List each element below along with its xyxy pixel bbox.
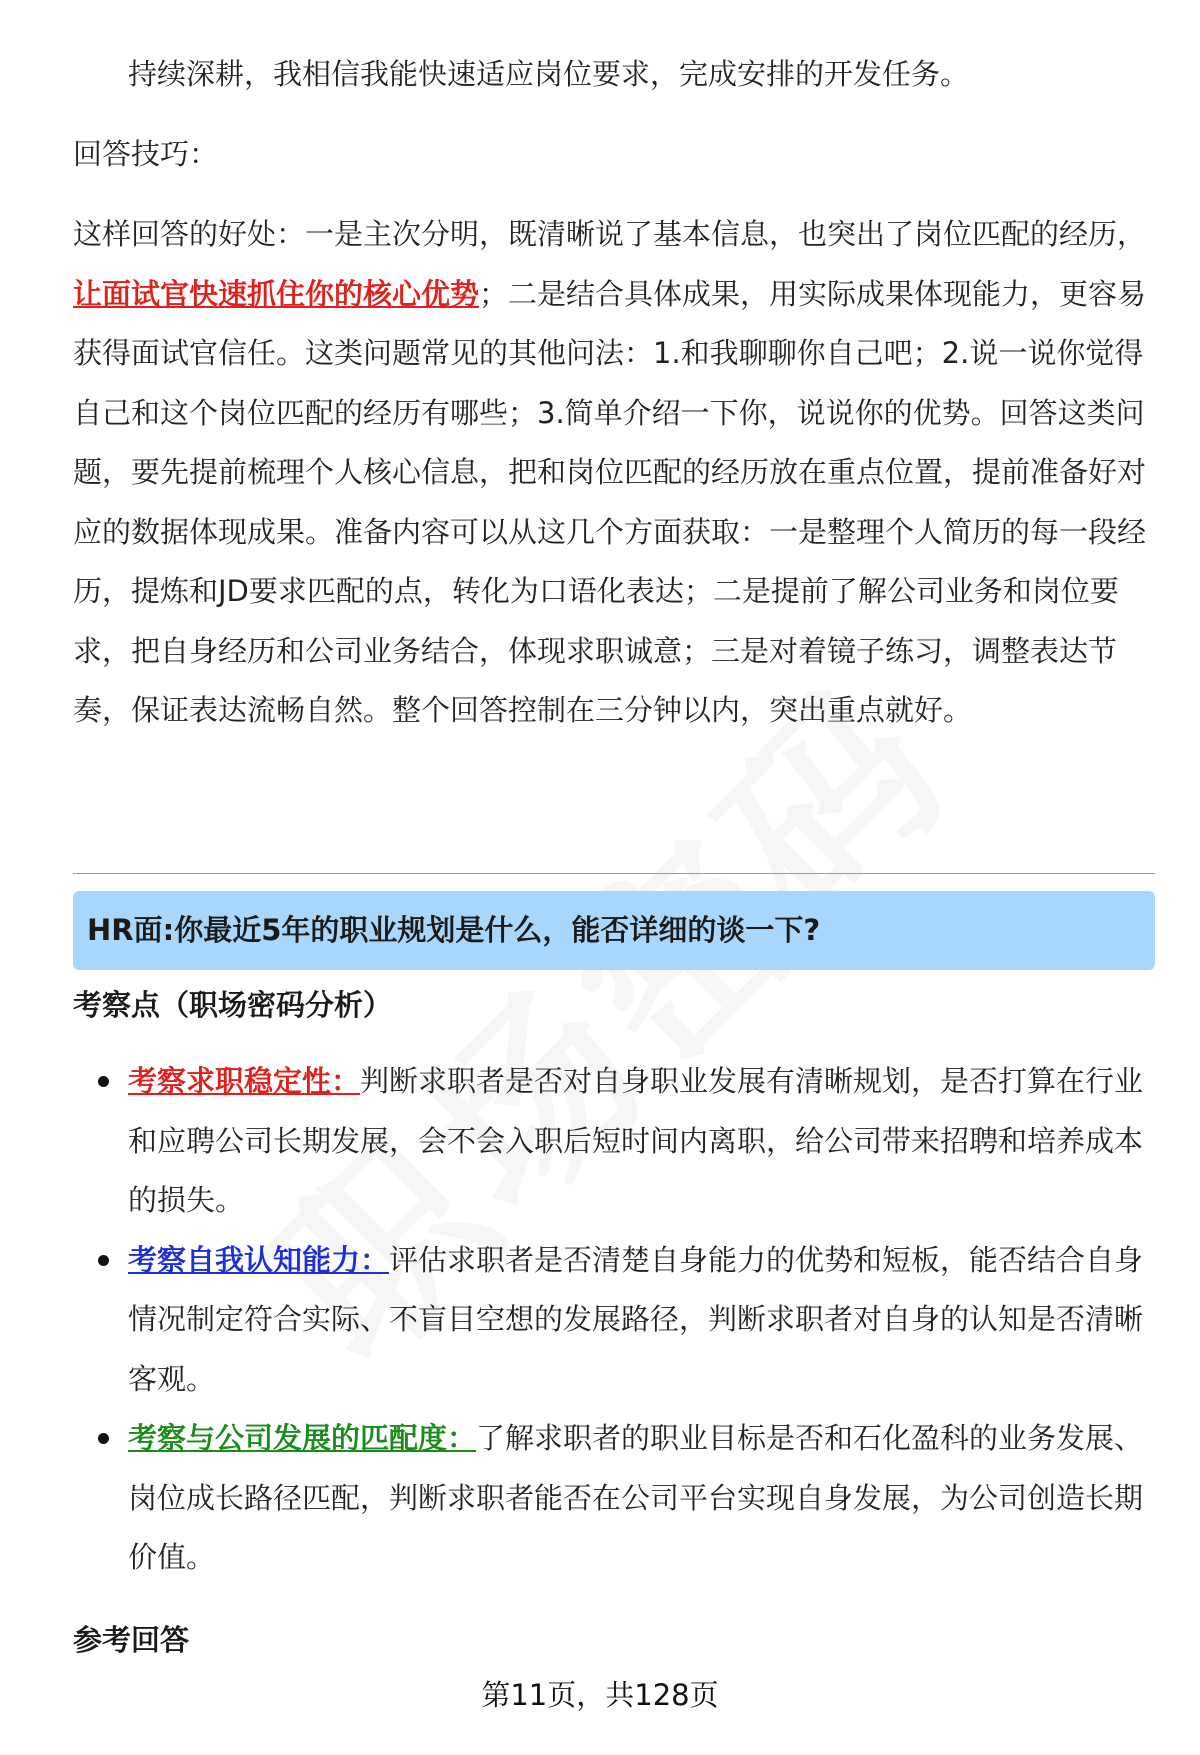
bullet-text: 了解求职者的职业目标是否和石化盈科的业务发展、岗位成长路径匹配，判断求职者能否在公司平台实现自身发展，为公司创造长期价值。 (128, 1421, 1144, 1574)
core-advantage-highlight: 让面试官快速抓住你的核心优势 (73, 276, 480, 311)
analysis-heading: 考察点（职场密码分析） (73, 988, 393, 1022)
tips-heading: 回答技巧： (73, 137, 219, 171)
bullet-key-company-fit: 考察与公司发展的匹配度： (128, 1421, 477, 1455)
list-item (73, 1052, 1153, 1231)
list-item (73, 1231, 1153, 1410)
bullet-key-self-awareness: 考察自我认知能力： (128, 1242, 390, 1277)
section-divider (73, 873, 1155, 874)
page-number: 第11页，共128页 (481, 1678, 719, 1712)
tips-paragraph (73, 205, 1153, 741)
tips-text-before: 这样回答的好处：一是主次分明，既清晰说了基本信息，也突出了岗位匹配的经历， (73, 217, 1147, 251)
analysis-list (73, 1052, 1153, 1588)
tips-text-after: ；二是结合具体成果，用实际成果体现能力，更容易获得面试官信任。这类问题常见的其他问法：1.和我聊聊你自己吧；2.说一说你觉得自己和这个岗位匹配的经历有哪些；3.简单介绍一下你，说说你的优势。回答这类问题，要先提前梳理个人核心信息，把和岗位匹配的经历放在重点位置，提前准备好对应的数据体现成果。准备内容可以从这几个方面获取：一是整理个人简历的每一段经历，提炼和JD要求匹配的点，转化为口语化表达；二是提前了解公司业务和岗位要求，把自身经历和公司业务结合，体现求职诚意；三是对着镜子练习，调整表达节奏，保证表达流畅自然。整个回答控制在三分钟以内，突出重点就好。 (73, 276, 1147, 727)
bullet-key-stability: 考察求职稳定性： (128, 1064, 361, 1098)
bullet-text: 判断求职者是否对自身职业发展有清晰规划，是否打算在行业和应聘公司长期发展，会不会入职后短时间内离职，给公司带来招聘和培养成本的损失。 (128, 1064, 1144, 1217)
bullet-icon (98, 1433, 109, 1444)
list-item (73, 1409, 1153, 1588)
question-text: HR面:你最近5年的职业规划是什么，能否详细的谈一下? (87, 913, 821, 947)
question-box (73, 891, 1155, 970)
intro-line: 持续深耕，我相信我能快速适应岗位要求，完成安排的开发任务。 (128, 57, 970, 91)
reference-heading: 参考回答 (73, 1623, 190, 1657)
bullet-text: 评估求职者是否清楚自身能力的优势和短板，能否结合自身情况制定符合实际、不盲目空想的发展路径，判断求职者对自身的认知是否清晰客观。 (128, 1242, 1144, 1396)
bullet-icon (98, 1076, 109, 1087)
bullet-icon (98, 1255, 109, 1266)
